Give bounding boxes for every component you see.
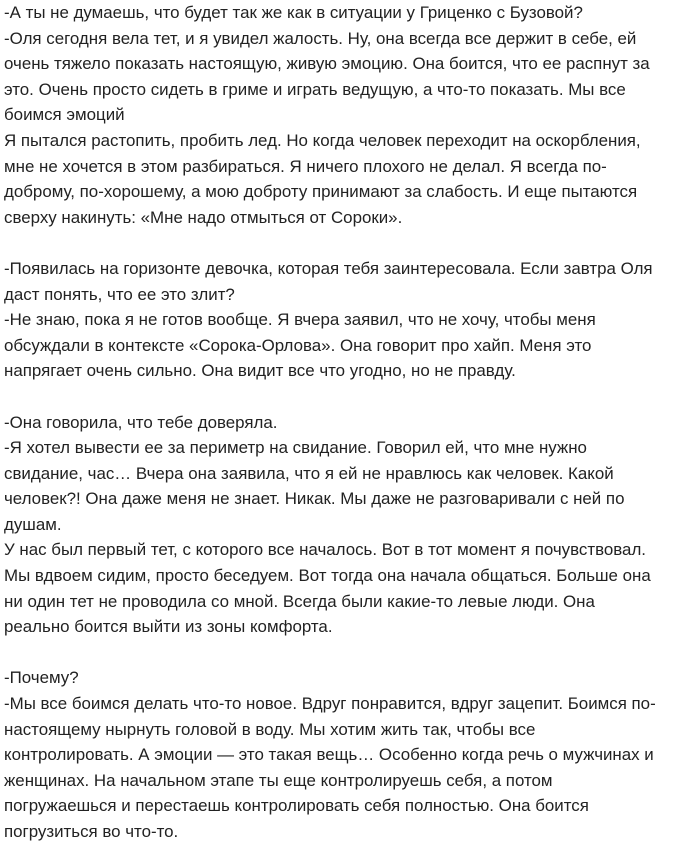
text-line: напрягает очень сильно. Она видит все что угодно, но не правду. [4, 361, 516, 381]
paragraph-gap [4, 230, 695, 256]
text-line: человек?! Она даже меня не знает. Никак. Мы даже не разговаривали с ней по [4, 489, 625, 509]
text-line: -Она говорила, что тебе доверяла. [4, 412, 278, 432]
text-line: -Мы все боимся делать что-то новое. Вдруг понравится, вдруг зацепит. Боимся по- [4, 694, 656, 714]
text-line: -Появилась на горизонте девочка, которая тебя заинтересовала. Если завтра Оля [4, 258, 653, 278]
text-line: настоящему нырнуть головой в воду. Мы хотим жить так, чтобы все [4, 719, 536, 739]
text-line: реально боится выйти из зоны комфорта. [4, 617, 333, 637]
text-line: очень тяжело показать настоящую, живую эмоцию. Она боится, что ее распнут за [4, 54, 650, 74]
text-line: доброму, по-хорошему, а мою доброту принимают за слабость. И еще пытаются [4, 182, 638, 202]
paragraph-gap [4, 384, 695, 410]
paragraph [4, 256, 695, 384]
paragraph [4, 410, 695, 640]
text-line: боимся эмоций [4, 105, 125, 125]
text-line: мне не хочется в этом разбираться. Я ничего плохого не делал. Я всегда по- [4, 156, 607, 176]
text-line: даст понять, что ее это злит? [4, 284, 235, 304]
text-line: -Я хотел вывести ее за периметр на свидание. Говорил ей, что мне нужно [4, 438, 587, 458]
text-line: душам. [4, 514, 62, 534]
text-line: свидание, час… Вчера она заявила, что я ей не нравлюсь как человек. Какой [4, 463, 614, 483]
text-line: -А ты не думаешь, что будет так же как в ситуации у Гриценко с Бузовой? [4, 3, 583, 22]
paragraph [4, 0, 695, 230]
text-line: погружаешься и перестаешь контролировать себя полностью. Она боится [4, 796, 589, 816]
text-line: -Не знаю, пока я не готов вообще. Я вчера заявил, что не хочу, чтобы меня [4, 310, 596, 330]
paragraph-gap [4, 640, 695, 666]
text-line: сверху накинуть: «Мне надо отмыться от Сороки». [4, 207, 403, 227]
text-line: -Почему? [4, 668, 79, 688]
paragraph [4, 665, 695, 844]
text-line: погрузиться во что-то. [4, 822, 179, 841]
text-line: -Оля сегодня вела тет, и я увидел жалость. Ну, она всегда все держит в себе, ей [4, 28, 637, 48]
text-line: ни один тет не проводила со мной. Всегда были какие-то левые люди. Она [4, 591, 595, 611]
text-line: У нас был первый тет, с которого все началось. Вот в тот момент я почувствовал. [4, 540, 646, 560]
text-line: обсуждали в контексте «Сорока-Орлова». Она говорит про хайп. Меня это [4, 335, 592, 355]
text-line: контролировать. А эмоции — это такая вещь… Особенно когда речь о мужчинах и [4, 745, 654, 765]
text-line: женщинах. На начальном этапе ты еще контролируешь себя, а потом [4, 770, 553, 790]
text-line: это. Очень просто сидеть в гриме и играть ведущую, а что-то показать. Мы все [4, 79, 626, 99]
text-line: Я пытался растопить, пробить лед. Но когда человек переходит на оскорбления, [4, 130, 641, 150]
text-line: Мы вдвоем сидим, просто беседуем. Вот тогда она начала общаться. Больше она [4, 566, 651, 586]
